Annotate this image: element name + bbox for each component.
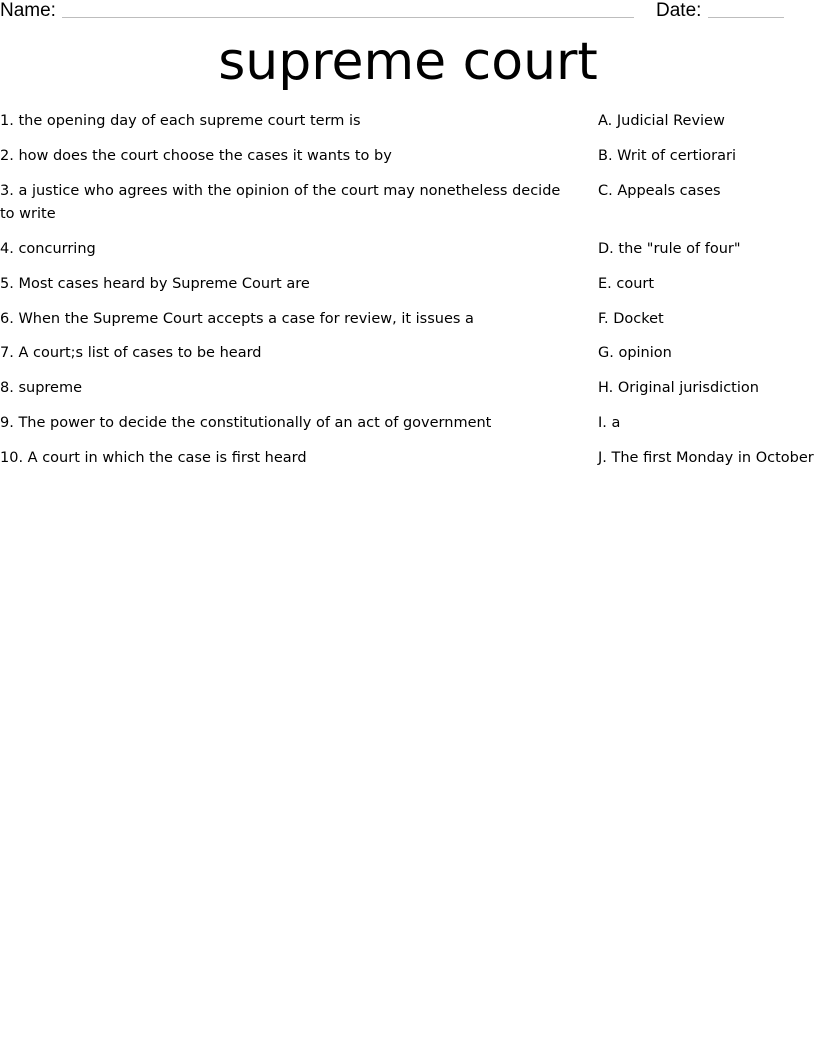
answer-option: I. a: [598, 415, 621, 431]
question-clue: 1. the opening day of each supreme court term is: [0, 113, 361, 129]
question-clue: 3. a justice who agrees with the opinion of the court may nonetheless decide to write: [0, 183, 561, 222]
question-clue: 9. The power to decide the constitutionally of an act of government: [0, 415, 492, 431]
question-clue: 2. how does the court choose the cases it wants to by: [0, 148, 392, 164]
answer-option: D. the "rule of four": [598, 241, 741, 257]
answer-option: A. Judicial Review: [598, 113, 725, 129]
answer-option: G. opinion: [598, 345, 672, 361]
question-clue: 6. When the Supreme Court accepts a case for review, it issues a: [0, 311, 474, 327]
answer-option: E. court: [598, 276, 655, 292]
name-label: Name:: [0, 0, 56, 21]
answer-option: F. Docket: [598, 311, 664, 327]
question-clue: 8. supreme: [0, 380, 83, 396]
answer-option: B. Writ of certiorari: [598, 148, 736, 164]
date-label: Date:: [656, 0, 702, 21]
date-blank-line: [708, 17, 784, 18]
question-clue: 5. Most cases heard by Supreme Court are: [0, 276, 310, 292]
answer-option: C. Appeals cases: [598, 183, 721, 199]
question-clue: 10. A court in which the case is first heard: [0, 450, 307, 466]
question-clue: 4. concurring: [0, 241, 96, 257]
header-row: [0, 0, 816, 24]
name-blank-line: [62, 17, 634, 18]
worksheet-title: supreme court: [218, 32, 598, 92]
answer-option: J. The first Monday in October: [598, 450, 814, 466]
answer-option: H. Original jurisdiction: [598, 380, 759, 396]
question-clue: 7. A court;s list of cases to be heard: [0, 345, 262, 361]
